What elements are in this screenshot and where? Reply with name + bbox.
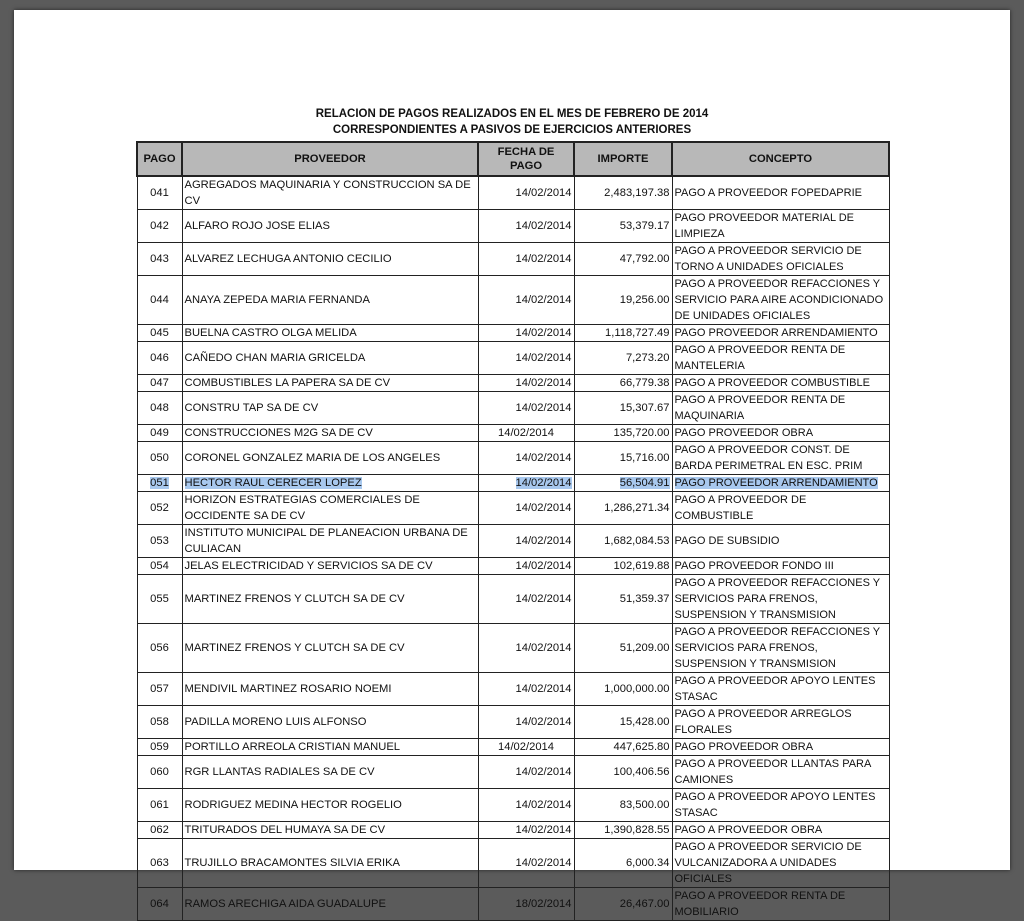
importe-cell [574,475,672,492]
header-fecha: FECHA DE PAGO [478,142,574,176]
fecha-cell-text: 14/02/2014 [515,294,572,306]
fecha-cell [478,475,574,492]
pago-cell-text: 043 [150,253,169,265]
concepto-cell [672,442,889,475]
concepto-cell-text: PAGO PROVEEDOR FONDO III [674,560,834,572]
fecha-cell-text: 14/02/2014 [515,377,572,389]
fecha-cell [478,276,574,325]
importe-cell-text: 1,118,727.49 [605,327,670,339]
importe-cell-text: 1,286,271.34 [604,502,670,514]
pago-cell-text: 046 [150,352,169,364]
header-proveedor: PROVEEDOR [182,142,478,176]
proveedor-cell-text: ANAYA ZEPEDA MARIA FERNANDA [184,294,370,306]
pago-cell [137,176,182,210]
table-row [137,392,889,425]
importe-cell-text: 83,500.00 [619,799,670,811]
concepto-cell-text: PAGO PROVEEDOR OBRA [674,427,814,439]
importe-cell-text: 2,483,197.38 [604,187,670,199]
table-row [137,442,889,475]
proveedor-cell [182,888,478,921]
fecha-cell-text: 14/02/2014 [515,593,572,605]
proveedor-cell [182,575,478,624]
concepto-cell [672,706,889,739]
fecha-cell [478,176,574,210]
proveedor-cell-text: CONSTRUCCIONES M2G SA DE CV [184,427,373,439]
importe-cell-text: 51,209.00 [619,642,670,654]
pago-cell-text: 041 [150,187,169,199]
pago-cell-text: 053 [150,535,169,547]
proveedor-cell-text: PORTILLO ARREOLA CRISTIAN MANUEL [184,741,401,753]
proveedor-cell [182,558,478,575]
concepto-cell [672,276,889,325]
importe-cell-text: 7,273.20 [625,352,670,364]
concepto-cell [672,624,889,673]
proveedor-cell-text: MENDIVIL MARTINEZ ROSARIO NOEMI [184,683,392,695]
table-row [137,375,889,392]
pago-cell [137,425,182,442]
table-row [137,739,889,756]
pago-cell [137,492,182,525]
importe-cell [574,342,672,375]
proveedor-cell [182,342,478,375]
concepto-cell [672,342,889,375]
pago-cell [137,822,182,839]
pago-cell [137,475,182,492]
pago-cell-text: 051 [150,477,169,489]
proveedor-cell [182,706,478,739]
pago-cell-text: 052 [150,502,169,514]
table-row [137,706,889,739]
concepto-cell-text: PAGO A PROVEEDOR REFACCIONES Y SERVICIOS PARA FRENOS, SUSPENSION Y TRANSMISION [674,577,880,621]
importe-cell-text: 56,504.91 [619,477,670,489]
fecha-cell [478,706,574,739]
proveedor-cell-text: CORONEL GONZALEZ MARIA DE LOS ANGELES [184,452,441,464]
importe-cell-text: 1,682,084.53 [604,535,670,547]
importe-cell-text: 102,619.88 [613,560,670,572]
proveedor-cell [182,425,478,442]
concepto-cell-text: PAGO A PROVEEDOR REFACCIONES Y SERVICIOS PARA FRENOS, SUSPENSION Y TRANSMISION [674,626,880,670]
proveedor-cell [182,673,478,706]
table-row [137,525,889,558]
table-row [137,789,889,822]
pago-cell [137,243,182,276]
pago-cell [137,325,182,342]
concepto-cell-text: PAGO A PROVEEDOR RENTA DE MANTELERIA [674,344,846,372]
header-concepto: CONCEPTO [672,142,889,176]
importe-cell [574,425,672,442]
fecha-cell [478,756,574,789]
importe-cell [574,276,672,325]
importe-cell-text: 15,307.67 [619,402,670,414]
proveedor-cell [182,276,478,325]
concepto-cell-text: PAGO PROVEEDOR ARRENDAMIENTO [674,477,878,489]
concepto-cell-text: PAGO A PROVEEDOR APOYO LENTES STASAC [674,791,876,819]
importe-cell-text: 47,792.00 [619,253,670,265]
concepto-cell [672,558,889,575]
pago-cell-text: 047 [150,377,169,389]
importe-cell-text: 15,428.00 [619,716,670,728]
fecha-cell-text: 14/02/2014 [515,824,572,836]
proveedor-cell-text: RODRIGUEZ MEDINA HECTOR ROGELIO [184,799,402,811]
table-row [137,756,889,789]
importe-cell [574,756,672,789]
table-row [137,342,889,375]
proveedor-cell-text: ALVAREZ LECHUGA ANTONIO CECILIO [184,253,392,265]
proveedor-cell [182,475,478,492]
fecha-cell [478,375,574,392]
pago-cell-text: 059 [150,741,169,753]
fecha-cell-text: 14/02/2014 [515,352,572,364]
pago-cell [137,375,182,392]
fecha-cell-text: 14/02/2014 [515,402,572,414]
table-row [137,822,889,839]
importe-cell [574,325,672,342]
title-line-2: CORRESPONDIENTES A PASIVOS DE EJERCICIOS ANTERIORES [332,124,692,136]
importe-cell [574,392,672,425]
concepto-cell-text: PAGO A PROVEEDOR RENTA DE MAQUINARIA [674,394,846,422]
fecha-cell-text: 14/02/2014 [515,642,572,654]
table-row [137,276,889,325]
pago-cell-text: 062 [150,824,169,836]
pago-cell [137,525,182,558]
concepto-cell [672,525,889,558]
pago-cell [137,624,182,673]
proveedor-cell-text: TRUJILLO BRACAMONTES SILVIA ERIKA [184,857,401,869]
pago-cell [137,888,182,921]
pago-cell-text: 048 [150,402,169,414]
fecha-cell [478,575,574,624]
importe-cell-text: 6,000.34 [625,857,670,869]
proveedor-cell-text: BUELNA CASTRO OLGA MELIDA [184,327,357,339]
importe-cell [574,839,672,888]
pago-cell [137,673,182,706]
fecha-cell-text: 14/02/2014 [515,766,572,778]
concepto-cell-text: PAGO A PROVEEDOR DE COMBUSTIBLE [674,494,807,522]
importe-cell [574,575,672,624]
pago-cell-text: 056 [150,642,169,654]
proveedor-cell-text: HECTOR RAUL CERECER LOPEZ [184,477,362,489]
importe-cell [574,176,672,210]
importe-cell-text: 53,379.17 [619,220,670,232]
pago-cell-text: 064 [150,898,169,910]
table-row [137,425,889,442]
pago-cell [137,442,182,475]
proveedor-cell-text: RAMOS ARECHIGA AIDA GUADALUPE [184,898,386,910]
proveedor-cell-text: HORIZON ESTRATEGIAS COMERCIALES DE OCCIDENTE SA DE CV [184,494,420,522]
fecha-cell [478,210,574,243]
proveedor-cell-text: CONSTRU TAP SA DE CV [184,402,319,414]
pago-cell-text: 044 [150,294,169,306]
table-row [137,673,889,706]
fecha-cell [478,822,574,839]
pago-cell [137,739,182,756]
fecha-cell [478,673,574,706]
fecha-cell-text: 14/02/2014 [515,452,572,464]
concepto-cell-text: PAGO A PROVEEDOR SERVICIO DE TORNO A UNIDADES OFICIALES [674,245,862,273]
fecha-cell-text: 14/02/2014 [515,477,572,489]
importe-cell [574,525,672,558]
proveedor-cell-text: JELAS ELECTRICIDAD Y SERVICIOS SA DE CV [184,560,433,572]
fecha-cell [478,624,574,673]
proveedor-cell [182,525,478,558]
importe-cell [574,624,672,673]
importe-cell-text: 100,406.56 [613,766,670,778]
header-pago: PAGO [137,142,182,176]
concepto-cell [672,739,889,756]
pago-cell [137,575,182,624]
importe-cell [574,558,672,575]
concepto-cell [672,375,889,392]
proveedor-cell [182,375,478,392]
pago-cell [137,706,182,739]
importe-cell-text: 19,256.00 [619,294,670,306]
importe-cell-text: 15,716.00 [619,452,670,464]
proveedor-cell-text: PADILLA MORENO LUIS ALFONSO [184,716,367,728]
concepto-cell-text: PAGO A PROVEEDOR FOPEDAPRIE [674,187,862,199]
proveedor-cell [182,210,478,243]
importe-cell-text: 26,467.00 [619,898,670,910]
concepto-cell [672,210,889,243]
importe-cell [574,375,672,392]
pago-cell-text: 060 [150,766,169,778]
table-row [137,492,889,525]
fecha-cell-text: 14/02/2014 [515,327,572,339]
table-row [137,243,889,276]
fecha-cell [478,243,574,276]
proveedor-cell-text: RGR LLANTAS RADIALES SA DE CV [184,766,375,778]
pago-cell-text: 042 [150,220,169,232]
fecha-cell-text: 18/02/2014 [515,898,572,910]
fecha-cell-text: 14/02/2014 [515,560,572,572]
fecha-cell-text: 14/02/2014 [515,187,572,199]
table-row [137,176,889,210]
fecha-cell-text: 14/02/2014 [498,741,554,753]
importe-cell [574,243,672,276]
table-header-row [137,142,889,176]
proveedor-cell [182,325,478,342]
proveedor-cell-text: TRITURADOS DEL HUMAYA SA DE CV [184,824,386,836]
fecha-cell [478,839,574,888]
concepto-cell [672,888,889,921]
pago-cell-text: 045 [150,327,169,339]
table-row [137,325,889,342]
importe-cell-text: 447,625.80 [613,741,670,753]
concepto-cell [672,425,889,442]
fecha-cell [478,789,574,822]
importe-cell-text: 1,390,828.55 [604,824,670,836]
pago-cell [137,392,182,425]
concepto-cell [672,673,889,706]
concepto-cell-text: PAGO DE SUBSIDIO [674,535,780,547]
pago-cell-text: 063 [150,857,169,869]
concepto-cell [672,243,889,276]
importe-cell-text: 1,000,000.00 [604,683,670,695]
proveedor-cell [182,392,478,425]
fecha-cell-text: 14/02/2014 [515,220,572,232]
proveedor-cell-text: AGREGADOS MAQUINARIA Y CONSTRUCCION SA DE CV [184,179,471,207]
pago-cell [137,756,182,789]
fecha-cell [478,325,574,342]
pago-cell-text: 057 [150,683,169,695]
fecha-cell [478,392,574,425]
table-row [137,210,889,243]
concepto-cell [672,325,889,342]
table-row [137,575,889,624]
title-line-1: RELACION DE PAGOS REALIZADOS EN EL MES DE FEBRERO DE 2014 [315,108,709,120]
fecha-cell [478,442,574,475]
fecha-cell [478,525,574,558]
importe-cell [574,822,672,839]
fecha-cell [478,739,574,756]
pago-cell [137,342,182,375]
proveedor-cell-text: COMBUSTIBLES LA PAPERA SA DE CV [184,377,391,389]
proveedor-cell [182,822,478,839]
importe-cell-text: 51,359.37 [619,593,670,605]
proveedor-cell [182,176,478,210]
proveedor-cell-text: ALFARO ROJO JOSE ELIAS [184,220,330,232]
fecha-cell-text: 14/02/2014 [515,683,572,695]
table-row [137,888,889,921]
proveedor-cell [182,492,478,525]
fecha-cell-text: 14/02/2014 [515,502,572,514]
proveedor-cell [182,739,478,756]
concepto-cell-text: PAGO PROVEEDOR OBRA [674,741,814,753]
concepto-cell-text: PAGO A PROVEEDOR CONST. DE BARDA PERIMETRAL EN ESC. PRIM [674,444,863,472]
table-row [137,475,889,492]
pago-cell [137,558,182,575]
table-row [137,558,889,575]
concepto-cell [672,475,889,492]
importe-cell [574,888,672,921]
pago-cell-text: 061 [150,799,169,811]
concepto-cell-text: PAGO PROVEEDOR ARRENDAMIENTO [674,327,878,339]
importe-cell [574,706,672,739]
concepto-cell [672,392,889,425]
header-importe: IMPORTE [574,142,672,176]
importe-cell [574,442,672,475]
concepto-cell [672,789,889,822]
fecha-cell [478,492,574,525]
proveedor-cell [182,442,478,475]
fecha-cell-text: 14/02/2014 [498,427,554,439]
importe-cell-text: 66,779.38 [619,377,670,389]
importe-cell [574,673,672,706]
pago-cell [137,276,182,325]
proveedor-cell-text: MARTINEZ FRENOS Y CLUTCH SA DE CV [184,642,405,654]
fecha-cell-text: 14/02/2014 [515,535,572,547]
pago-cell [137,839,182,888]
pago-cell-text: 054 [150,560,169,572]
fecha-cell-text: 14/02/2014 [515,716,572,728]
proveedor-cell [182,243,478,276]
concepto-cell [672,756,889,789]
proveedor-cell [182,789,478,822]
table-row [137,839,889,888]
concepto-cell [672,492,889,525]
concepto-cell [672,575,889,624]
concepto-cell-text: PAGO A PROVEEDOR APOYO LENTES STASAC [674,675,876,703]
proveedor-cell [182,839,478,888]
importe-cell [574,210,672,243]
pago-cell-text: 049 [150,427,169,439]
importe-cell [574,739,672,756]
proveedor-cell-text: MARTINEZ FRENOS Y CLUTCH SA DE CV [184,593,405,605]
proveedor-cell [182,624,478,673]
concepto-cell [672,839,889,888]
fecha-cell [478,888,574,921]
concepto-cell-text: PAGO A PROVEEDOR ARREGLOS FLORALES [674,708,852,736]
importe-cell [574,789,672,822]
document-page [14,10,1010,918]
concepto-cell [672,176,889,210]
importe-cell-text: 135,720.00 [613,427,670,439]
concepto-cell-text: PAGO A PROVEEDOR RENTA DE MOBILIARIO [674,890,846,918]
importe-cell [574,492,672,525]
pago-cell-text: 058 [150,716,169,728]
payments-table [136,141,890,921]
concepto-cell-text: PAGO A PROVEEDOR LLANTAS PARA CAMIONES [674,758,871,786]
fecha-cell [478,342,574,375]
pago-cell [137,210,182,243]
concepto-cell-text: PAGO PROVEEDOR MATERIAL DE LIMPIEZA [674,212,854,240]
pago-cell-text: 055 [150,593,169,605]
fecha-cell-text: 14/02/2014 [515,253,572,265]
table-row [137,624,889,673]
fecha-cell-text: 14/02/2014 [515,857,572,869]
fecha-cell [478,425,574,442]
document-title [14,106,1010,138]
fecha-cell [478,558,574,575]
proveedor-cell [182,756,478,789]
proveedor-cell-text: CAÑEDO CHAN MARIA GRICELDA [184,352,366,364]
concepto-cell [672,822,889,839]
concepto-cell-text: PAGO A PROVEEDOR COMBUSTIBLE [674,377,870,389]
pago-cell-text: 050 [150,452,169,464]
proveedor-cell-text: INSTITUTO MUNICIPAL DE PLANEACION URBANA DE CULIACAN [184,527,468,555]
fecha-cell-text: 14/02/2014 [515,799,572,811]
pago-cell [137,789,182,822]
concepto-cell-text: PAGO A PROVEEDOR SERVICIO DE VULCANIZADORA A UNIDADES OFICIALES [674,841,862,885]
concepto-cell-text: PAGO A PROVEEDOR REFACCIONES Y SERVICIO PARA AIRE ACONDICIONADO DE UNIDADES OFICIALES [674,278,884,322]
concepto-cell-text: PAGO A PROVEEDOR OBRA [674,824,823,836]
